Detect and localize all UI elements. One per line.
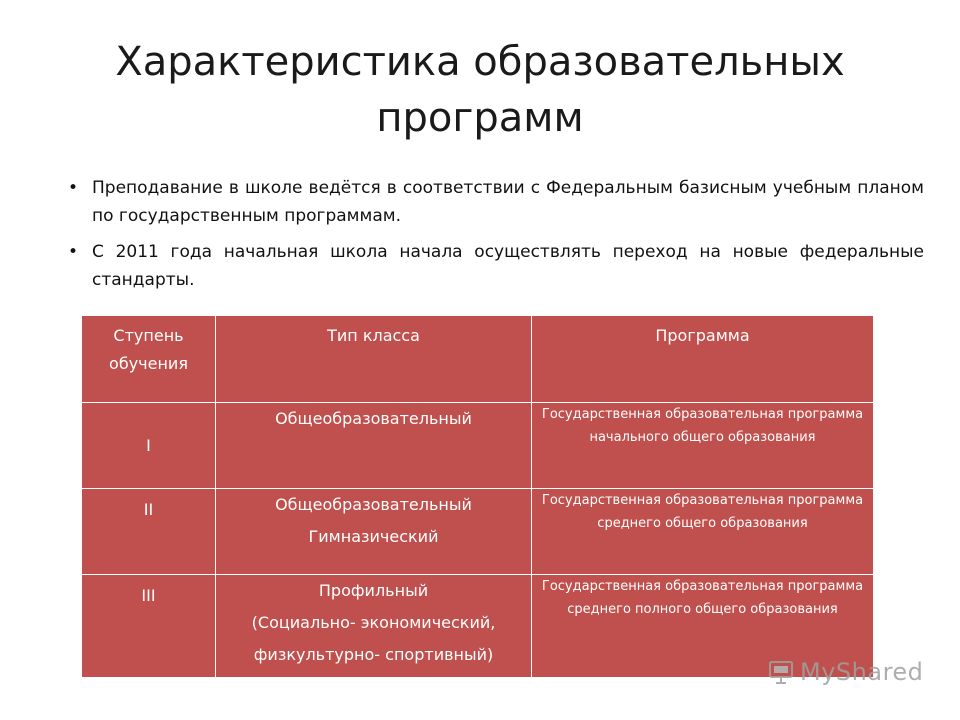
bullet-item (68, 238, 924, 294)
presentation-board-icon (768, 659, 794, 685)
class-type-line: физкультурно- спортивный) (253, 645, 494, 664)
cell-program: Государственная образовательная программа среднего полного общего образования (532, 575, 874, 678)
class-type-line: Общеобразовательный (275, 495, 472, 514)
bullet-icon: • (68, 178, 79, 198)
bullet-item (68, 174, 924, 230)
slide-title: Характеристика образовательных программ (115, 39, 845, 141)
header-class-type: Тип класса (216, 316, 532, 403)
table-row (82, 575, 874, 678)
cell-stage: II (82, 489, 216, 575)
cell-class-type (216, 489, 532, 575)
cell-class-type (216, 403, 532, 489)
table-header-row (82, 316, 874, 403)
cell-program: Государственная образовательная программа начального общего образования (532, 403, 874, 489)
bullet-text: С 2011 года начальная школа начала осуществлять переход на новые федеральные стандарты. (92, 242, 924, 290)
programs-table (81, 315, 874, 678)
cell-program: Государственная образовательная программа среднего общего образования (532, 489, 874, 575)
table-row (82, 403, 874, 489)
bullet-icon: • (68, 242, 79, 262)
watermark-logo (768, 654, 923, 690)
table-row (82, 489, 874, 575)
header-stage: Ступень обучения (82, 316, 216, 403)
class-type-line: Гимназический (308, 527, 439, 546)
watermark-text: MyShared (800, 658, 924, 686)
cell-stage: III (82, 575, 216, 678)
header-program: Программа (532, 316, 874, 403)
class-type-line: Общеобразовательный (275, 409, 472, 428)
cell-stage: I (82, 403, 216, 489)
bullet-text: Преподавание в школе ведётся в соответствии с Федеральным базисным учебным планом по государственным программам. (92, 178, 924, 226)
bullet-list (68, 174, 924, 302)
cell-class-type (216, 575, 532, 678)
class-type-line: (Социально- экономический, (251, 613, 496, 632)
class-type-line: Профильный (318, 581, 429, 600)
